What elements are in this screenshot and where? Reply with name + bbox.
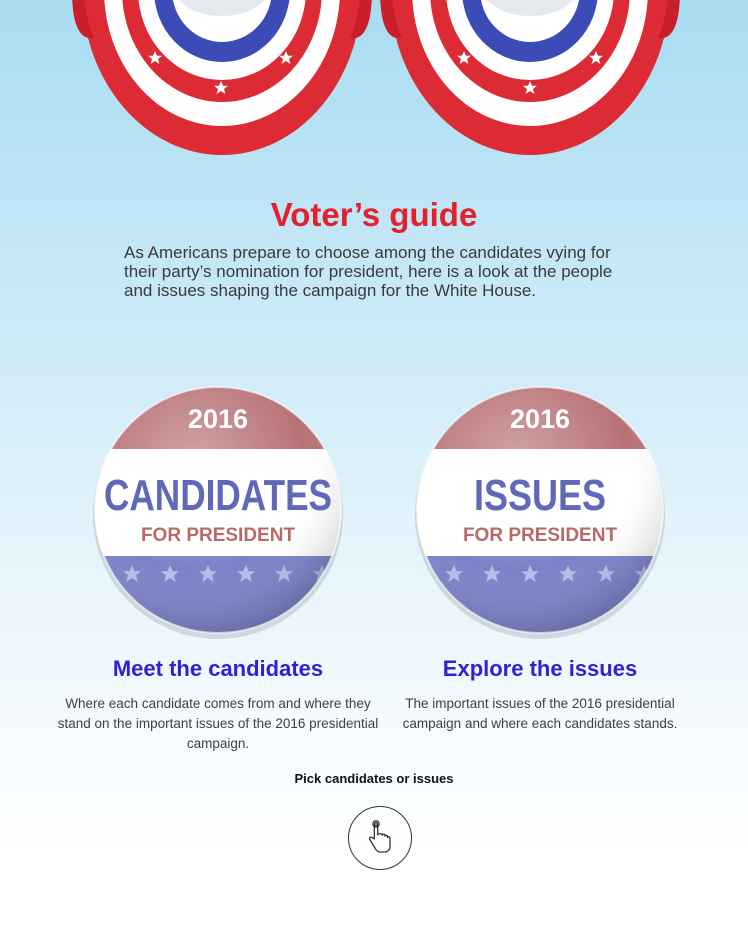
patriotic-bunting: [0, 0, 748, 170]
page-title: Voter’s guide: [270, 196, 478, 233]
badge-year: 2016: [509, 404, 571, 434]
explore-issues-link[interactable]: Explore the issues: [442, 656, 638, 681]
badge-sub-text: FOR PRESIDENT: [462, 525, 618, 546]
badge-year: 2016: [187, 404, 249, 434]
issues-badge-button[interactable]: [412, 382, 668, 638]
badge-main-text: ISSUES: [474, 471, 606, 520]
pick-prompt: Pick candidates or issues: [294, 771, 454, 786]
tap-button[interactable]: [348, 806, 412, 870]
hand-pointer-icon: [365, 818, 395, 858]
issues-card[interactable]: [375, 382, 705, 734]
meet-candidates-link[interactable]: Meet the candidates: [112, 656, 324, 681]
badge-main-text: CANDIDATES: [104, 471, 332, 520]
badge-sub-text: FOR PRESIDENT: [140, 525, 296, 546]
candidates-description: Where each candidate comes from and where they stand on the important issues of the 2016 presidential campaign.: [57, 696, 379, 751]
intro-text: As Americans prepare to choose among the candidates vying for their party’s nomination for president, here is a look at the people and issues shaping the campaign for the White House.: [124, 243, 613, 300]
candidates-badge-button[interactable]: [90, 382, 346, 638]
candidates-card[interactable]: [53, 382, 383, 754]
issues-description: The important issues of the 2016 presidential campaign and where each candidates stands.: [402, 696, 678, 731]
